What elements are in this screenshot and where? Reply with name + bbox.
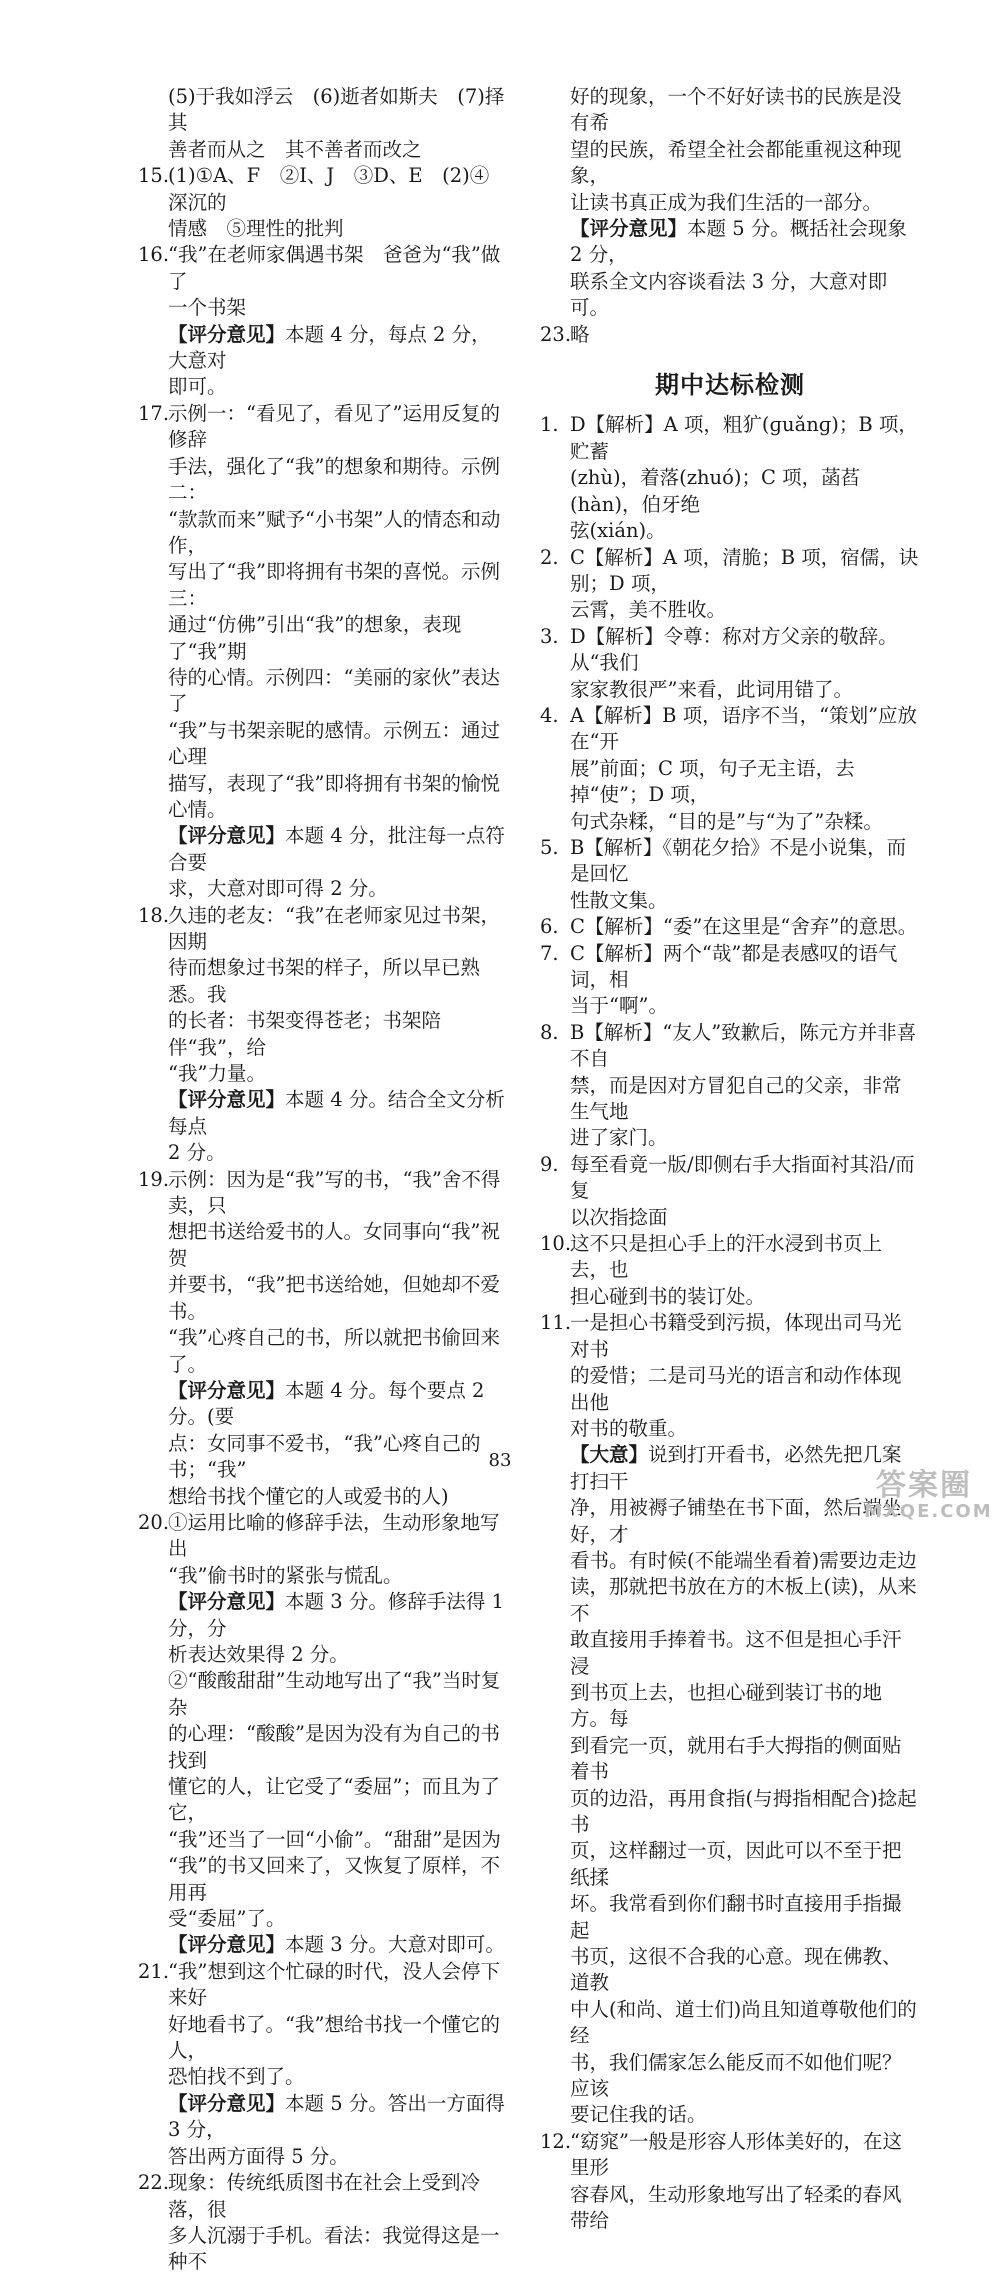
comment-tag: 【评分意见】 xyxy=(168,2091,286,2115)
watermark-bottom: MXQE.COM xyxy=(864,1501,993,1522)
text-line: “我”心疼自己的书，所以就把书偷回来了。 xyxy=(168,1326,500,1376)
item-number: 17. xyxy=(138,401,170,425)
answer-item xyxy=(540,1152,920,1231)
text-line: 家家教很严”来看，此词用错了。 xyxy=(570,677,853,701)
answer-item xyxy=(540,1310,920,1442)
text-line: 到看完一页，就用右手大拇指的侧面贴着书 xyxy=(570,1733,902,1784)
text-line: 的心理：“酸酸”是因为没有为自己的书找到 xyxy=(168,1722,500,1772)
text-line: 手法，强化了“我”的想象和期待。示例二： xyxy=(168,454,500,505)
comment-block xyxy=(138,1378,508,1510)
text-line xyxy=(168,1932,508,1958)
text-line: 通过“仿佛”引出“我”的想象，表现了“我”期 xyxy=(168,613,462,663)
text-line: 待而想象过书架的样子，所以早已熟悉。我 xyxy=(168,956,481,1006)
item-number: 8. xyxy=(540,1020,559,1044)
comment-block xyxy=(138,1932,508,1958)
text-line: D【解析】令尊：称对方父亲的敬辞。从“我们 xyxy=(570,624,898,675)
item-number: 16. xyxy=(138,243,170,267)
text-line xyxy=(168,2091,508,2144)
answer-item xyxy=(540,322,920,348)
text-line: 求，大意对即可得 2 分。 xyxy=(168,877,388,901)
text-line: D【解析】A 项，粗犷(ɡuǎnɡ)；B 项，贮蓄 xyxy=(570,413,918,463)
text-line: ①运用比喻的修辞手法，生动形象地写出 xyxy=(168,1510,500,1561)
text-line: 联系全文内容谈看法 3 分，大意对即可。 xyxy=(570,269,888,320)
text-line xyxy=(168,1378,508,1431)
text-line: C【解析】两个“哉”都是表感叹的语气词，相 xyxy=(570,941,898,991)
text-line: “我”力量。 xyxy=(168,1062,266,1086)
text-line: C【解析】A 项，清脆；B 项，宿儒，诀别；D 项， xyxy=(570,545,919,595)
item-number: 22. xyxy=(138,2171,170,2195)
text-line: 云霄，美不胜收。 xyxy=(570,598,727,622)
item-number: 15. xyxy=(138,164,170,188)
text-line: “窈窕”一般是形容人形体美好的，在这里形 xyxy=(570,2129,902,2180)
answer-item xyxy=(138,163,508,242)
answer-item xyxy=(540,835,920,914)
answer-item xyxy=(540,84,920,216)
text-line: 情感 ⑤理性的批判 xyxy=(168,217,344,241)
comment-text: 本题 4 分，批注每一点符合要 xyxy=(168,824,505,874)
text-line: 示例一：“看见了，看见了”运用反复的修辞 xyxy=(168,401,500,452)
comment-tag: 【评分意见】 xyxy=(570,217,688,241)
text-line: 净，用被褥子铺垫在书下面，然后端坐好，才 xyxy=(570,1496,902,1546)
text-line: 坏。我常看到你们翻书时直接用手指撮起 xyxy=(570,1892,902,1942)
text-line: (5)于我如浮云 (6)逝者如斯夫 (7)择其 xyxy=(168,85,505,135)
text-line: 析表达效果得 2 分。 xyxy=(168,1642,349,1666)
answer-item xyxy=(540,703,920,835)
right-column xyxy=(540,84,920,2235)
text-line: 对书的敬重。 xyxy=(570,1416,688,1440)
text-line: 让读书真正成为我们生活的一部分。 xyxy=(570,190,883,214)
text-line: 示例：因为是“我”写的书，“我”舍不得卖，只 xyxy=(168,1167,501,1218)
text-line: 描写，表现了“我”即将拥有书架的愉悦 xyxy=(168,771,500,795)
comment-tag: 【评分意见】 xyxy=(168,1933,286,1957)
text-line xyxy=(168,823,508,876)
watermark-logo xyxy=(864,1468,993,1525)
item-number: 21. xyxy=(138,1959,170,1983)
text-line: 望的民族，希望全社会都能重视这种现象， xyxy=(570,137,902,188)
text-line: ②“酸酸甜甜”生动地写出了“我”当时复杂 xyxy=(168,1669,501,1719)
item-number: 20. xyxy=(138,1510,170,1534)
text-line: 以次指捻面 xyxy=(570,1205,668,1229)
comment-block xyxy=(138,823,508,902)
item-number: 3. xyxy=(540,624,559,648)
text-line: 的长者：书架变得苍老；书架陪伴“我”，给 xyxy=(168,1009,442,1059)
right-column-top xyxy=(540,84,920,348)
comment-text: 说到打开看书，必然先把几案打扫干 xyxy=(570,1443,902,1493)
text-line xyxy=(168,322,508,375)
text-line xyxy=(168,1087,508,1140)
answer-item xyxy=(138,2170,508,2276)
answer-item xyxy=(138,242,508,321)
text-line: 懂它的人，让它受了“委屈”；而且为了它， xyxy=(168,1775,500,1825)
comment-tag: 【评分意见】 xyxy=(168,1378,286,1402)
text-line: 担心碰到书的装订处。 xyxy=(570,1284,766,1308)
comment-tag: 【评分意见】 xyxy=(168,1590,286,1614)
text-line: 性散文集。 xyxy=(570,888,668,912)
comment-block xyxy=(540,216,920,322)
comment-tag: 【大意】 xyxy=(570,1443,649,1467)
text-line: “我”与书架亲昵的感情。示例五：通过心理 xyxy=(168,718,500,769)
text-line xyxy=(168,1589,508,1642)
answer-item xyxy=(138,1668,508,1932)
answer-item xyxy=(540,1020,920,1152)
answer-item xyxy=(540,412,920,544)
text-line: 每至看竟一版/即侧右手大指面衬其沿/而复 xyxy=(570,1152,915,1203)
text-line: 想给书找个懂它的人或爱书的人) xyxy=(168,1484,449,1508)
text-line: 答出两方面得 5 分。 xyxy=(168,2144,349,2168)
text-line: 点：女同事不爱书，“我”心疼自己的书；“我” xyxy=(168,1431,481,1482)
comment-tag: 【评分意见】 xyxy=(168,1088,286,1112)
comment-block xyxy=(138,1087,508,1166)
text-line: 现象：传统纸质图书在社会上受到冷落，很 xyxy=(168,2171,481,2221)
text-line: 书，我们儒家怎么能反而不如他们呢？应该 xyxy=(570,2050,902,2101)
text-line: 敢直接用手捧着书。这不但是担心手汗浸 xyxy=(570,1628,902,1678)
text-line: 心情。 xyxy=(168,797,227,821)
text-line: 禁，而是因对方冒犯自己的父亲，非常生气地 xyxy=(570,1073,902,1124)
answer-item xyxy=(138,903,508,1088)
text-line: 容春风，生动形象地写出了轻柔的春风带给 xyxy=(570,2182,902,2233)
text-line: 书页，这很不合我的心意。现在佛教、道教 xyxy=(570,1945,902,1995)
text-line: C【解析】“委”在这里是“舍弃”的意思。 xyxy=(570,915,918,939)
text-line: 要记住我的话。 xyxy=(570,2103,707,2127)
item-number: 18. xyxy=(138,903,170,927)
item-number: 12. xyxy=(540,2129,572,2153)
text-line: 的爱惜；二是司马光的语言和动作体现出他 xyxy=(570,1364,902,1414)
answer-item xyxy=(540,941,920,1020)
item-number: 5. xyxy=(540,835,559,859)
answer-item xyxy=(138,1510,508,1589)
left-column xyxy=(138,84,508,2276)
text-line: B【解析】“友人”致歉后，陈元方并非喜不自 xyxy=(570,1020,917,1071)
text-line: 到书页上去，也担心碰到装订书的地方。每 xyxy=(570,1680,883,1731)
watermark-top: 答案圈 xyxy=(876,1468,972,1503)
item-number: 4. xyxy=(540,703,559,727)
right-column-bottom xyxy=(540,412,920,2234)
text-line xyxy=(570,216,920,269)
text-line: 这不只是担心手上的汗水浸到书页上去，也 xyxy=(570,1232,883,1282)
item-number: 1. xyxy=(540,413,559,437)
text-line: 弦(xián)。 xyxy=(570,519,666,543)
text-line: 一个书架 xyxy=(168,296,247,320)
item-number: 11. xyxy=(540,1311,572,1335)
text-line: (zhù)，着落(zhuó)；C 项，菡萏(hàn)，伯牙绝 xyxy=(570,466,861,516)
text-line: 页的边沿，再用食指(与拇指相配合)捻起书 xyxy=(570,1786,917,1836)
text-line: “我”的书又回来了，又恢复了原样，不用再 xyxy=(168,1854,500,1904)
text-line: 即可。 xyxy=(168,375,227,399)
text-line: (1)①A、F ②I、J ③D、E (2)④深沉的 xyxy=(168,164,490,214)
text-line: “我”在老师家偶遇书架 爸爸为“我”做了 xyxy=(168,243,501,293)
text-line: 并要书，“我”把书送给她，但她却不爱书。 xyxy=(168,1273,500,1323)
text-line: 读，那就把书放在方的木板上(读)，从来不 xyxy=(570,1575,917,1625)
comment-tag: 【评分意见】 xyxy=(168,824,286,848)
answer-item xyxy=(540,1231,920,1310)
text-line: 好的现象，一个不好好读书的民族是没有希 xyxy=(570,85,902,135)
text-line: 善者而从之 其不善者而改之 xyxy=(168,137,422,161)
text-line: “款款而来”赋予“小书架”人的情态和动作， xyxy=(168,507,501,557)
answer-item xyxy=(540,914,920,940)
text-line: 句式杂糅，“目的是”与“为了”杂糅。 xyxy=(570,809,883,833)
answer-item xyxy=(540,545,920,624)
comment-text: 本题 4 分，每点 2 分，大意对 xyxy=(168,322,491,373)
comment-text: 本题 4 分。结合全文分析每点 xyxy=(168,1088,505,1138)
item-number: 9. xyxy=(540,1152,559,1176)
comment-block xyxy=(138,322,508,401)
comment-block xyxy=(138,2091,508,2170)
item-number: 23. xyxy=(540,322,572,346)
item-number: 7. xyxy=(540,941,559,965)
text-line: 当于“啊”。 xyxy=(570,994,668,1018)
answer-item xyxy=(138,1167,508,1378)
answer-item xyxy=(138,84,508,163)
text-line: 写出了“我”即将拥有书架的喜悦。示例三： xyxy=(168,560,500,610)
text-line: 展”前面；C 项，句子无主语，去掉“使”；D 项， xyxy=(570,756,855,807)
text-line: 2 分。 xyxy=(168,1141,226,1165)
page-number: 83 xyxy=(488,1450,512,1471)
text-line: “我”偷书时的紧张与慌乱。 xyxy=(168,1563,403,1587)
comment-text: 本题 3 分。大意对即可。 xyxy=(285,1933,505,1957)
comment-text: 本题 4 分。每个要点 2 分。(要 xyxy=(168,1378,485,1429)
text-line: 久违的老友：“我”在老师家见过书架，因期 xyxy=(168,903,500,953)
text-line: 一是担心书籍受到污损，体现出司马光对书 xyxy=(570,1311,902,1361)
comment-text: 本题 5 分。答出一方面得 3 分， xyxy=(168,2091,505,2142)
text-line: A【解析】B 项，语序不当，“策划”应放在“开 xyxy=(570,703,918,754)
text-line: B【解析】《朝花夕拾》不是小说集，而是回忆 xyxy=(570,835,907,886)
comment-text: 本题 5 分。概括社会现象 2 分， xyxy=(570,217,907,267)
text-line: 进了家门。 xyxy=(570,1126,668,1150)
item-number: 2. xyxy=(540,545,559,569)
text-line: “我”还当了一回“小偷”。“甜甜”是因为 xyxy=(168,1827,501,1851)
text-line: 待的心情。示例四：“美丽的家伙”表达了 xyxy=(168,665,500,716)
item-number: 10. xyxy=(540,1232,572,1256)
comment-text: 本题 3 分。修辞手法得 1 分，分 xyxy=(168,1590,504,1640)
item-number: 19. xyxy=(138,1167,170,1191)
text-line: 恐怕找不到了。 xyxy=(168,2065,305,2089)
answer-item xyxy=(138,1959,508,2091)
section-title: 期中达标检测 xyxy=(655,371,805,400)
text-line: 略 xyxy=(570,322,590,346)
answer-item xyxy=(540,2129,920,2235)
text-line: 受“委屈”了。 xyxy=(168,1907,286,1931)
text-line: 想把书送给爱书的人。女同事向“我”祝贺 xyxy=(168,1220,500,1270)
text-line: 看书。有时候(不能端坐看着)需要边走边 xyxy=(570,1548,917,1572)
comment-block xyxy=(138,1589,508,1668)
comment-block xyxy=(540,1442,920,2129)
text-line: “我”想到这个忙碌的时代，没人会停下来好 xyxy=(168,1959,500,2010)
text-line: 页，这样翻过一页，因此可以不至于把纸揉 xyxy=(570,1839,902,1889)
answer-item xyxy=(540,624,920,703)
answer-item xyxy=(138,401,508,824)
item-number: 6. xyxy=(540,915,559,939)
text-line: 中人(和尚、道士们)尚且知道尊敬他们的经 xyxy=(570,1997,917,2048)
text-line: 好地看书了。“我”想给书找一个懂它的人， xyxy=(168,2012,500,2063)
text-line: 多人沉溺于手机。看法：我觉得这是一种不 xyxy=(168,2223,500,2274)
comment-tag: 【评分意见】 xyxy=(168,322,286,346)
